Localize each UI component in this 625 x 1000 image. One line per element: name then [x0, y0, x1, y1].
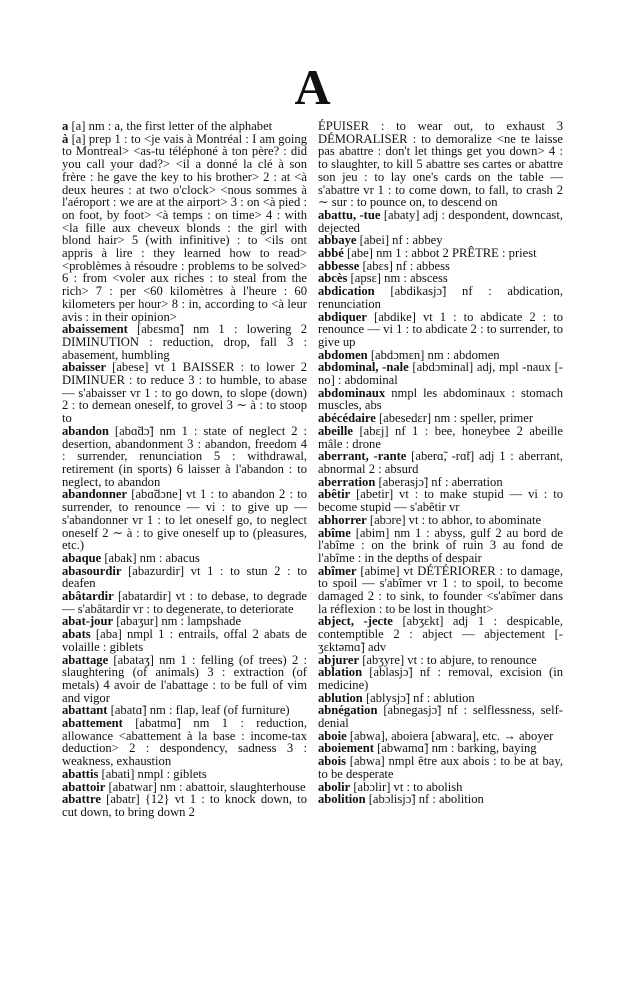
entry-headword: abdominaux — [318, 385, 386, 400]
entry-definition: [abɔlir] vt : to abolish — [350, 779, 463, 794]
entry-headword: abécédaire — [318, 411, 376, 426]
entry-headword: abbé — [318, 246, 344, 261]
entry-definition: [aberasjɔ̃] nf : aberration — [375, 474, 503, 489]
entry-headword: abats — [62, 627, 91, 642]
dictionary-entry — [318, 704, 563, 729]
dictionary-entry — [62, 793, 307, 818]
dictionary-entry — [318, 666, 563, 691]
entry-definition: [abʒyre] vt : to abjure, to renounce — [359, 652, 537, 667]
entry-definition: [abaty] adj : despondent, downcast, dejected — [318, 207, 563, 235]
entry-headword: aberrant, -rante — [318, 449, 407, 464]
entry-headword: aboie — [318, 728, 347, 743]
dictionary-entry — [318, 565, 563, 616]
entry-definition: ÉPUISER : to wear out, to exhaust 3 DÉMORALISER : to demoralize <ne te laisse pas abattre : don't let things get you down> 4 : to slaughter, to kill 5 abattre ses cartes or abattre son jeu : to lay one's cards on the table — s'abattre vr 1 : to come down, to fall, to crash 2 ∼ sur : to pounce on, to descend on — [318, 119, 563, 210]
entry-definition: [abataʒ] nm 1 : felling (of trees) 2 : slaughtering (of animals) 3 : extraction (of metals) 4 avoir de l'abattage : to be full of vim and vigor — [62, 652, 307, 705]
entry-headword: abject, -jecte — [318, 614, 393, 629]
entry-definition: [abazurdir] vt 1 : to stun 2 : to deafen — [62, 563, 307, 591]
entry-headword: abâtardir — [62, 589, 114, 604]
dictionary-entry — [318, 527, 563, 565]
entry-headword: aboiement — [318, 741, 374, 756]
dictionary-entry — [62, 654, 307, 705]
entry-definition: [abdɔminal] adj, mpl -naux [-no] : abdominal — [318, 360, 563, 388]
dictionary-entry — [318, 120, 563, 209]
entry-definition: [abese] vt 1 BAISSER : to lower 2 DIMINUER : to reduce 3 : to humble, to abase — s'abaisser vr 1 : to go down, to slope (down) 2 : to demean oneself, to grovel 3 ∼ à : to stoop to — [62, 360, 307, 426]
entry-definition: [abɔlisjɔ̃] nf : abolition — [365, 792, 484, 807]
dictionary-entry — [318, 615, 563, 653]
entry-definition: [apsɛ] nm : abscess — [347, 271, 448, 286]
entry-definition: [abdikasjɔ̃] nf : abdication, renunciation — [318, 284, 563, 311]
entry-definition: [abɛs] nf : abbess — [359, 258, 450, 273]
entry-definition: [a] nm : a, the first letter of the alphabet — [68, 119, 273, 133]
entry-definition: [abatwar] nm : abattoir, slaughterhouse — [105, 779, 306, 794]
entry-headword: ablation — [318, 665, 363, 680]
entry-definition: [abʒɛkt] adj 1 : despicable, contemptible 2 : abject — abjectement [-ʒɛktəmɑ̃] adv — [318, 614, 564, 654]
entry-headword: abîmer — [318, 563, 357, 578]
entry-headword: abhorrer — [318, 512, 367, 527]
dictionary-entry — [318, 361, 563, 386]
entry-headword: abandonner — [62, 487, 128, 502]
entry-headword: a — [62, 119, 69, 133]
entry-headword: abat-jour — [62, 614, 114, 629]
dictionary-entry — [62, 565, 307, 590]
entry-definition: [abwa], aboiera [abwara], etc. → aboyer — [346, 728, 554, 743]
entry-definition: [abei] nf : abbey — [356, 233, 443, 248]
entry-definition: [abe] nm 1 : abbot 2 PRÊTRE : priest — [343, 246, 537, 261]
dictionary-entry — [62, 361, 307, 425]
entry-headword: abjurer — [318, 652, 360, 667]
right-column — [318, 120, 563, 806]
entry-headword: ablution — [318, 690, 363, 705]
dictionary-entry — [62, 717, 307, 768]
entry-headword: abbesse — [318, 258, 360, 273]
entry-headword: abattoir — [62, 779, 106, 794]
entry-definition: [ablasjɔ̃] nf : removal, excision (in medicine) — [318, 665, 563, 692]
dictionary-entry — [318, 755, 563, 780]
entry-definition: [ablysjɔ̃] nf : ablution — [362, 690, 475, 705]
entry-definition: nmpl les abdominaux : stomach muscles, abs — [318, 385, 563, 413]
dictionary-entry — [318, 285, 563, 310]
dictionary-entry — [62, 628, 307, 653]
entry-headword: abaisser — [62, 360, 107, 375]
entry-headword: abêtir — [318, 487, 351, 502]
entry-headword: abattant — [62, 703, 108, 718]
entry-definition: [abɛsmɑ̃] nm 1 : lowering 2 DIMINUTION : reduction, drop, fall 3 : abasement, humbling — [62, 322, 307, 362]
entry-headword: abasourdir — [62, 563, 122, 578]
entry-definition: [abɑ̃dɔne] vt 1 : to abandon 2 : to surrender, to renounce — vi : to give up — s'abandonner vr 1 : to let oneself go, to neglect oneself 2 ∼ à : to give oneself up to (pleasures, etc.) — [62, 487, 307, 553]
entry-headword: abdominal, -nale — [318, 360, 409, 375]
entry-definition: [abesedɛr] nm : speller, primer — [375, 411, 534, 426]
entry-definition: [abatɑ̃] nm : flap, leaf (of furniture) — [107, 703, 290, 718]
entry-definition: [abdike] vt 1 : to abdicate 2 : to renounce — vi 1 : to abdicate 2 : to surrender, to give up — [318, 309, 563, 349]
entry-headword: à — [62, 131, 69, 146]
entry-definition: [abaʒur] nm : lampshade — [113, 614, 242, 629]
entry-headword: abdiquer — [318, 309, 367, 324]
entry-definition: [abak] nm : abacus — [101, 550, 200, 565]
entry-headword: abandon — [62, 423, 109, 438]
entry-definition: [a] prep 1 : to <je vais à Montréal : I am going to Montreal> <as-tu téléphoné à ton père? : did you call your dad?> <il a donné la clé à son frère : he gave the key to his brother> 2 : at <à deux heures : at two o'clock> <nous sommes à l'aéroport : we are at the airport> 3 : on <à pied : on foot, by foot> <à temps : on time> 4 : with <la fille aux cheveux blonds : the girl with blond hair> 5 (with infinitive) : to <ils ont appris à lire : they learned how to read> <problèmes à résoudre : problems to be solved> 6 : from <voler aux riches : to steal from the rich> 7 : per <60 kilomètres à l'heure : 60 kilometers per hour> 8 : in, according to <à leur avis : in their opinion> — [62, 131, 307, 324]
entry-definition: [abwamɑ̃] nm : barking, baying — [373, 741, 537, 756]
entry-definition: [abetir] vt : to make stupid — vi : to become stupid — s'abêtir vr — [318, 487, 563, 515]
entry-headword: abnégation — [318, 703, 378, 718]
section-letter: A — [294, 59, 331, 115]
entry-headword: abattu, -tue — [318, 207, 381, 222]
dictionary-entry — [318, 209, 563, 234]
entry-definition: [abwa] nmpl être aux abois : to be at bay, to be desperate — [318, 754, 563, 781]
dictionary-entry — [318, 450, 563, 475]
dictionary-entry — [62, 590, 307, 615]
dictionary-entry — [318, 793, 563, 806]
entry-headword: abolir — [318, 779, 351, 794]
dictionary-entry — [318, 387, 563, 412]
entry-headword: abattre — [62, 792, 101, 807]
entry-headword: abattage — [62, 652, 109, 667]
entry-headword: abaque — [62, 550, 102, 565]
entry-definition: [abɔre] vt : to abhor, to abominate — [366, 512, 542, 527]
entry-headword: abattis — [62, 766, 99, 781]
dictionary-entry — [318, 488, 563, 513]
entry-headword: abdication — [318, 284, 375, 299]
entry-definition: [abati] nmpl : giblets — [98, 766, 207, 781]
entry-headword: abcès — [318, 271, 348, 286]
dictionary-entry — [318, 311, 563, 349]
entry-definition: [aberɑ̃, -rɑ̃t] adj 1 : aberrant, abnormal 2 : absurd — [318, 449, 563, 476]
entry-definition: [abime] vt DÉTÉRIORER : to damage, to spoil — s'abîmer vr 1 : to spoil, to become damaged 2 : to sink, to founder <s'abîmer dans la réflexion : to be lost in thought> — [318, 563, 563, 616]
entry-definition: [abɑ̃dɔ̃] nm 1 : state of neglect 2 : desertion, abandonment 3 : abandon, freedom 4 : surrender, renunciation 5 : withdrawal, retirement (in sports) 6 laisser à l'abandon : to neglect, to abandon — [62, 423, 307, 489]
entry-definition: [abim] nm 1 : abyss, gulf 2 au bord de l'abîme : on the brink of ruin 3 au fond de l'abîme : in the depths of despair — [318, 525, 563, 565]
entry-headword: abbaye — [318, 233, 357, 248]
entry-definition: [abatmɑ̃] nm 1 : reduction, allowance <abattement à la base : income-tax deduction> 2 : despondency, sadness 3 : weakness, exhaustion — [62, 716, 307, 769]
dictionary-entry — [318, 425, 563, 450]
entry-definition: [abdɔmɛn] nm : abdomen — [367, 347, 500, 362]
entry-headword: aberration — [318, 474, 376, 489]
dictionary-entry — [62, 425, 307, 489]
entry-headword: abeille — [318, 423, 353, 438]
entry-headword: abois — [318, 754, 346, 769]
dictionary-entry — [62, 323, 307, 361]
dictionary-entry — [62, 488, 307, 552]
entry-headword: abaissement — [62, 322, 128, 337]
entry-definition: [abnegasjɔ̃] nf : selflessness, self-denial — [318, 703, 563, 731]
entry-definition: [aba] nmpl 1 : entrails, offal 2 abats de volaille : giblets — [62, 627, 307, 654]
entry-headword: abolition — [318, 792, 366, 807]
dictionary-entry — [62, 133, 307, 324]
entry-headword: abîme — [318, 525, 351, 540]
left-column — [62, 120, 307, 819]
entry-definition: [abatardir] vt : to debase, to degrade — s'abâtardir vr : to degenerate, to deteriorate — [62, 589, 307, 616]
entry-definition: [abɛj] nf 1 : bee, honeybee 2 abeille mâle : drone — [318, 423, 563, 451]
entry-headword: abattement — [62, 716, 123, 731]
entry-headword: abdomen — [318, 347, 368, 362]
entry-definition: [abatr] {12} vt 1 : to knock down, to cut down, to bring down 2 — [62, 792, 307, 819]
